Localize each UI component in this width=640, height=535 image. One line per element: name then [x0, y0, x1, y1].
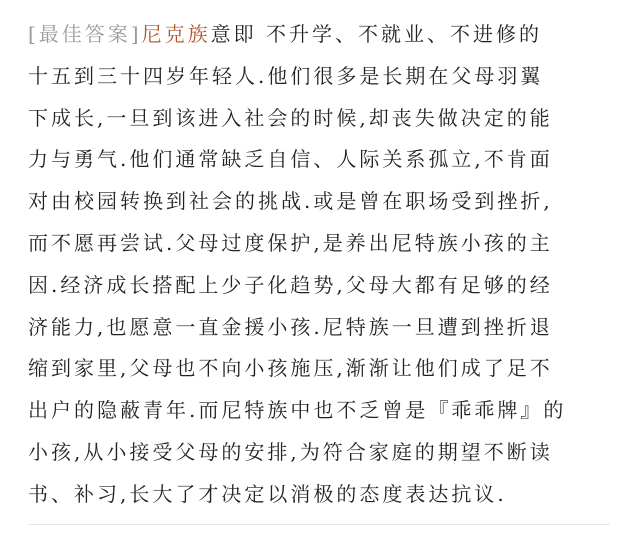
- text-line-9: 缩到家里,父母也不向小孩施压,渐渐让他们成了足不: [28, 356, 553, 381]
- text-line-2: 十五到三十四岁年轻人.他们很多是长期在父母羽翼: [28, 63, 544, 88]
- text-line-6: 而不愿再尝试.父母过度保护,是养出尼特族小孩的主: [28, 230, 553, 255]
- answer-tag: [最佳答案]: [28, 22, 142, 46]
- text-line-11: 小孩,从小接受父母的安排,为符合家庭的期望不断读: [28, 439, 553, 464]
- bottom-divider: [28, 524, 610, 525]
- text-line-3: 下成长,一旦到该进入社会的时候,却丧失做决定的能: [28, 105, 553, 130]
- answer-body: [28, 14, 613, 516]
- text-line-12: 书、补习,长大了才决定以消极的态度表达抗议.: [28, 481, 507, 506]
- keyword: 尼克族: [141, 22, 211, 46]
- text-line-10: 出户的隐蔽青年.而尼特族中也不乏曾是『乖乖牌』的: [28, 398, 567, 423]
- text-line-5: 对由校园转换到社会的挑战.或是曾在职场受到挫折,: [28, 189, 553, 214]
- text-line-8: 济能力,也愿意一直金援小孩.尼特族一旦遭到挫折退: [28, 314, 553, 339]
- text-line-7: 因.经济成长搭配上少子化趋势,父母大都有足够的经: [28, 272, 553, 297]
- text-line-1: [28, 14, 613, 56]
- text-line-1-content: 意即 不升学、不就业、不进修的: [210, 22, 542, 46]
- text-line-4: 力与勇气.他们通常缺乏自信、人际关系孤立,不肯面: [28, 147, 553, 172]
